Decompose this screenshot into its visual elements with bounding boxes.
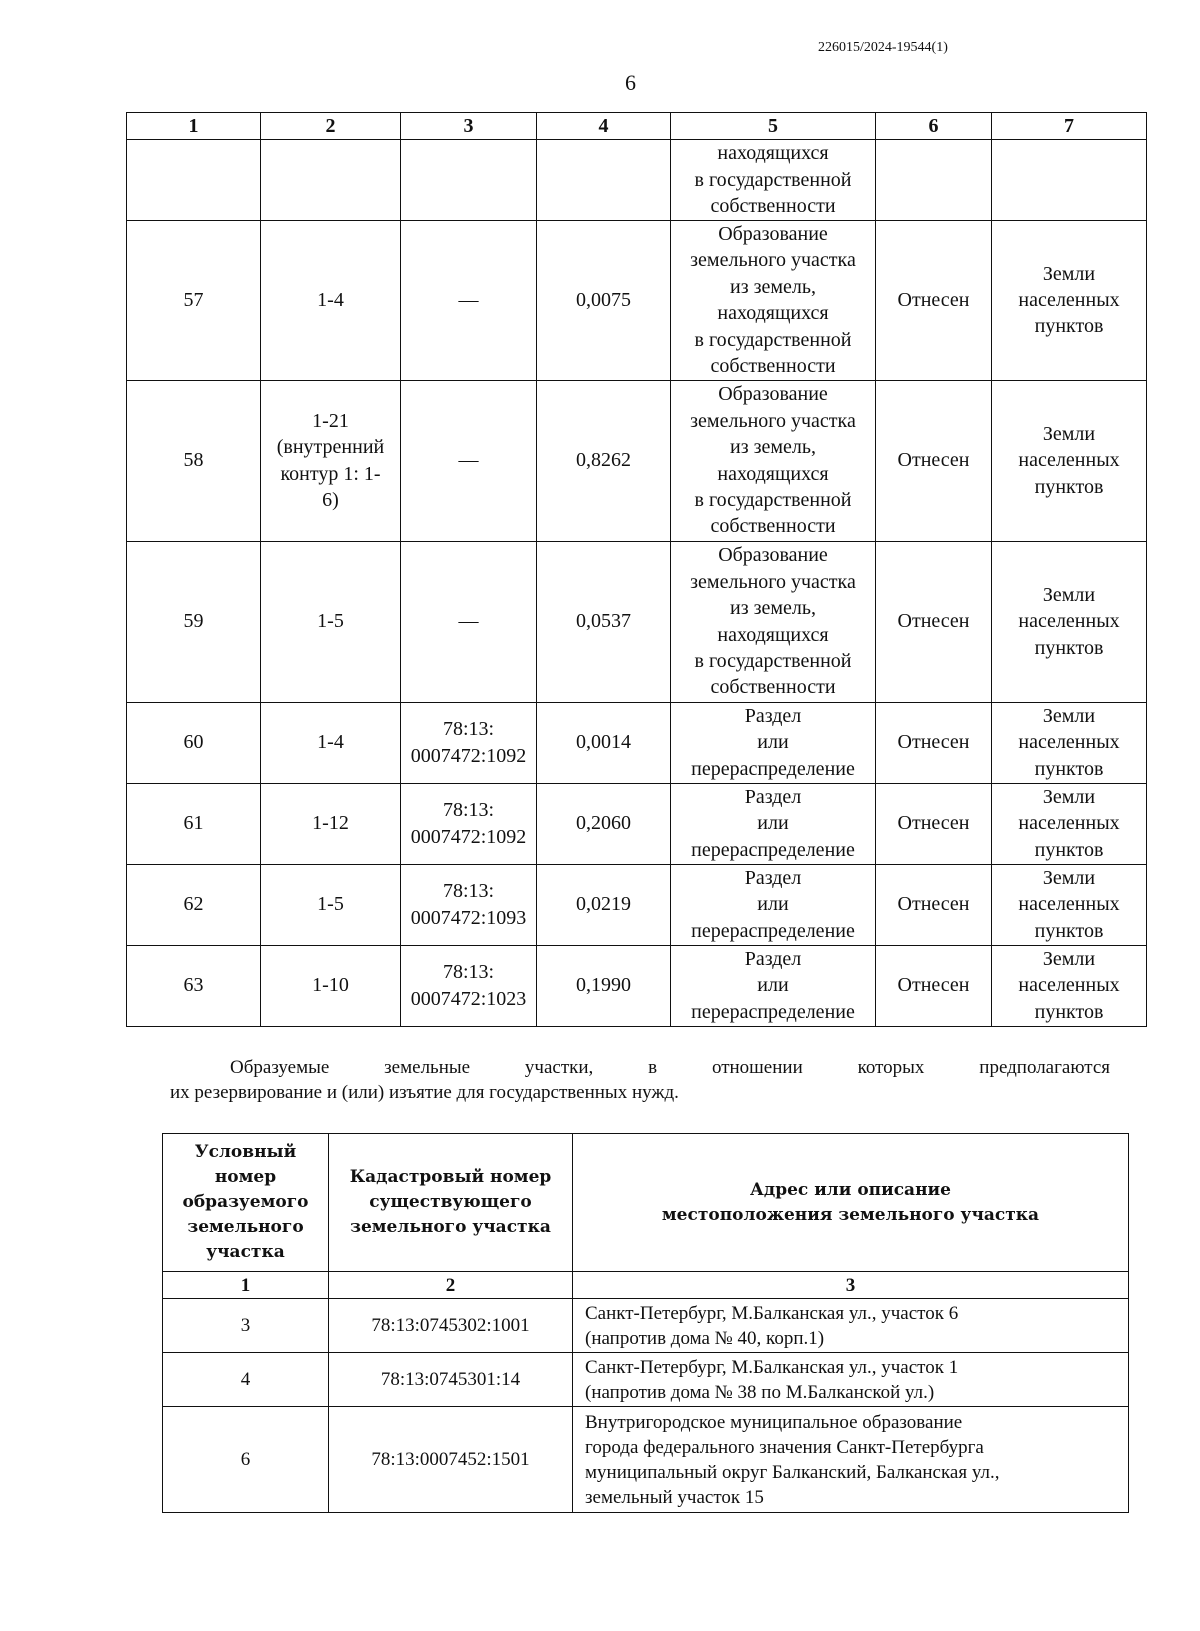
column-number: 3 bbox=[401, 113, 537, 140]
cadastral-cell: 78:13: 0007472:1092 bbox=[401, 702, 537, 783]
purpose-cell: находящихся в государственной собственности bbox=[671, 140, 876, 220]
table-row bbox=[127, 702, 1147, 783]
purpose-cell: Раздел или перераспределение bbox=[671, 864, 876, 945]
table-header-row bbox=[163, 1134, 1129, 1272]
column-number: 3 bbox=[573, 1272, 1129, 1299]
plot-number: 3 bbox=[163, 1299, 329, 1353]
header-plot-number: Условный номер образуемого земельного участка bbox=[163, 1134, 329, 1272]
table-row bbox=[127, 220, 1147, 380]
status-cell: Отнесен bbox=[876, 220, 992, 380]
reservation-table bbox=[162, 1133, 1129, 1513]
cadastral-cell: — bbox=[401, 380, 537, 541]
status-cell: Отнесен bbox=[876, 380, 992, 541]
area-cell: 0,1990 bbox=[537, 945, 671, 1026]
category-cell: Земли населенных пунктов bbox=[992, 864, 1147, 945]
column-number: 2 bbox=[329, 1272, 573, 1299]
purpose-cell: Раздел или перераспределение bbox=[671, 702, 876, 783]
intro-line: их резервирование и (или) изъятие для государственных нужд. bbox=[170, 1082, 679, 1103]
column-number: 5 bbox=[671, 113, 876, 140]
cadastral-cell: — bbox=[401, 541, 537, 702]
status-cell: Отнесен bbox=[876, 945, 992, 1026]
document-number: 226015/2024-19544(1) bbox=[818, 40, 948, 55]
purpose-cell: Образование земельного участка из земель, находящихся в государственной собственности bbox=[671, 220, 876, 380]
points-cell: 1-4 bbox=[261, 220, 401, 380]
cadastral-cell: 78:13:0745301:14 bbox=[329, 1353, 573, 1407]
status-cell: Отнесен bbox=[876, 783, 992, 864]
area-cell: 0,0219 bbox=[537, 864, 671, 945]
table-row bbox=[127, 783, 1147, 864]
category-cell: Земли населенных пунктов bbox=[992, 541, 1147, 702]
plot-number: 6 bbox=[163, 1407, 329, 1513]
address-cell: Санкт-Петербург, М.Балканская ул., участок 1 (напротив дома № 38 по М.Балканской ул.) bbox=[573, 1353, 1129, 1407]
table-row bbox=[127, 864, 1147, 945]
area-cell: 0,8262 bbox=[537, 380, 671, 541]
intro-line: Образуемые земельные участки, в отношении которых предполагаются bbox=[230, 1057, 1110, 1078]
points-cell: 1-21 (внутренний контур 1: 1- 6) bbox=[261, 380, 401, 541]
column-number: 1 bbox=[163, 1272, 329, 1299]
intro-paragraph bbox=[170, 1055, 1110, 1105]
area-cell: 0,2060 bbox=[537, 783, 671, 864]
cadastral-cell: 78:13:0007452:1501 bbox=[329, 1407, 573, 1513]
cadastral-cell: — bbox=[401, 220, 537, 380]
points-cell: 1-5 bbox=[261, 864, 401, 945]
area-cell: 0,0537 bbox=[537, 541, 671, 702]
cadastral-cell: 78:13: 0007472:1023 bbox=[401, 945, 537, 1026]
plot-number: 59 bbox=[127, 541, 261, 702]
points-cell: 1-10 bbox=[261, 945, 401, 1026]
page-number: 6 bbox=[625, 70, 636, 95]
header-address: Адрес или описание местоположения земельного участка bbox=[573, 1134, 1129, 1272]
plot-number: 61 bbox=[127, 783, 261, 864]
purpose-cell: Образование земельного участка из земель, находящихся в государственной собственности bbox=[671, 380, 876, 541]
cadastral-cell: 78:13: 0007472:1093 bbox=[401, 864, 537, 945]
points-cell: 1-4 bbox=[261, 702, 401, 783]
cadastral-cell: 78:13:0745302:1001 bbox=[329, 1299, 573, 1353]
purpose-cell: Образование земельного участка из земель, находящихся в государственной собственности bbox=[671, 541, 876, 702]
area-cell: 0,0014 bbox=[537, 702, 671, 783]
category-cell: Земли населенных пунктов bbox=[992, 702, 1147, 783]
column-number: 7 bbox=[992, 113, 1147, 140]
plot-number: 58 bbox=[127, 380, 261, 541]
status-cell: Отнесен bbox=[876, 541, 992, 702]
column-number: 1 bbox=[127, 113, 261, 140]
table-row bbox=[127, 541, 1147, 702]
category-cell: Земли населенных пунктов bbox=[992, 783, 1147, 864]
area-cell: 0,0075 bbox=[537, 220, 671, 380]
purpose-cell: Раздел или перераспределение bbox=[671, 783, 876, 864]
table-row-continuation bbox=[127, 140, 1147, 220]
points-cell: 1-12 bbox=[261, 783, 401, 864]
table-row bbox=[127, 945, 1147, 1026]
table-row bbox=[163, 1299, 1129, 1353]
header-cadastral: Кадастровый номер существующего земельного участка bbox=[329, 1134, 573, 1272]
plot-number: 62 bbox=[127, 864, 261, 945]
category-cell: Земли населенных пунктов bbox=[992, 945, 1147, 1026]
column-number-row bbox=[163, 1272, 1129, 1299]
address-cell: Внутригородское муниципальное образование города федерального значения Санкт-Петербурга муниципальный округ Балканский, Балканская ул., земельный участок 15 bbox=[573, 1407, 1129, 1513]
column-number: 2 bbox=[261, 113, 401, 140]
plot-number: 57 bbox=[127, 220, 261, 380]
category-cell: Земли населенных пунктов bbox=[992, 380, 1147, 541]
points-cell: 1-5 bbox=[261, 541, 401, 702]
category-cell: Земли населенных пунктов bbox=[992, 220, 1147, 380]
table-row bbox=[163, 1353, 1129, 1407]
purpose-cell: Раздел или перераспределение bbox=[671, 945, 876, 1026]
table-header-row bbox=[127, 113, 1147, 140]
plot-number: 63 bbox=[127, 945, 261, 1026]
column-number: 6 bbox=[876, 113, 992, 140]
plot-number: 60 bbox=[127, 702, 261, 783]
address-cell: Санкт-Петербург, М.Балканская ул., участок 6 (напротив дома № 40, корп.1) bbox=[573, 1299, 1129, 1353]
table-row bbox=[163, 1407, 1129, 1513]
status-cell: Отнесен bbox=[876, 864, 992, 945]
land-plots-table bbox=[126, 112, 1147, 1027]
cadastral-cell: 78:13: 0007472:1092 bbox=[401, 783, 537, 864]
column-number: 4 bbox=[537, 113, 671, 140]
plot-number: 4 bbox=[163, 1353, 329, 1407]
table-row bbox=[127, 380, 1147, 541]
status-cell: Отнесен bbox=[876, 702, 992, 783]
